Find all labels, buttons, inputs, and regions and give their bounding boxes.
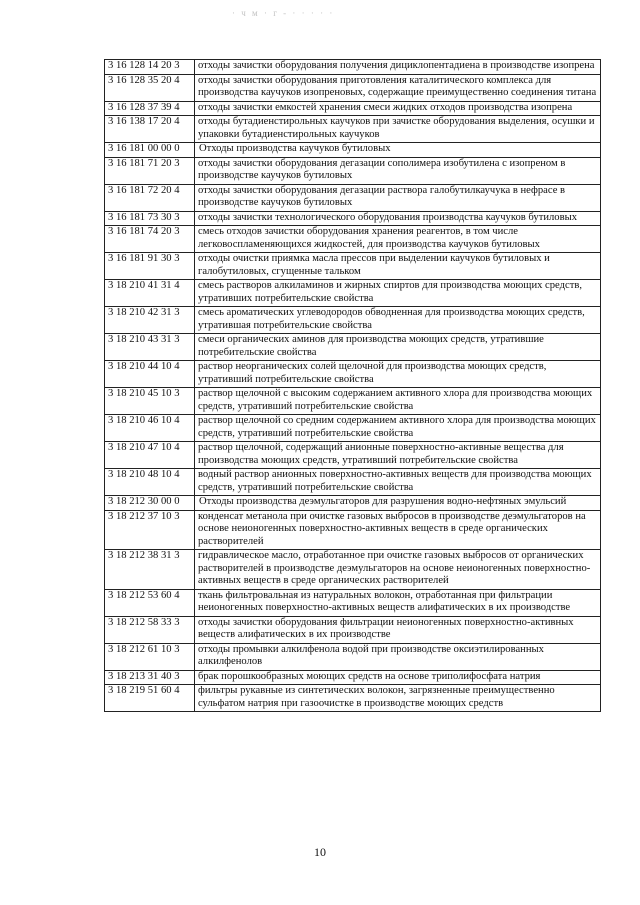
waste-code-cell: 3 18 210 47 10 4 [105,442,195,469]
waste-code-cell: 3 18 212 58 33 3 [105,616,195,643]
waste-description-cell: гидравлическое масло, отработанное при очистке газовых выбросов от органических растворителей в производстве деэмульгаторов на основе неионогенных поверхностно-активных веществ в среде органических растворителей [195,550,601,590]
table-row [105,643,601,670]
waste-description-cell: отходы зачистки емкостей хранения смеси жидких отходов производства изопрена [195,101,601,116]
waste-code-cell: 3 18 210 48 10 4 [105,469,195,496]
waste-code-cell: 3 18 212 61 10 3 [105,643,195,670]
table-row [105,616,601,643]
waste-code-cell: 3 16 181 73 30 3 [105,211,195,226]
waste-code-cell: 3 18 210 43 31 3 [105,334,195,361]
table-row [105,670,601,685]
table-row [105,589,601,616]
waste-code-cell: 3 18 212 53 60 4 [105,589,195,616]
table-row [105,550,601,590]
waste-description-cell: отходы бутадиенстирольных каучуков при зачистке оборудования выделения, осушки и упаковки бутадиенстирольных каучуков [195,116,601,143]
waste-code-cell: 3 18 212 30 00 0 [105,496,195,511]
waste-code-cell: 3 16 181 00 00 0 [105,143,195,158]
waste-description-cell: отходы зачистки технологического оборудования производства каучуков бутиловых [195,211,601,226]
page-number: 10 [314,845,326,859]
waste-description-cell: фильтры рукавные из синтетических волокон, загрязненные преимущественно сульфатом натрия при газоочистке в производстве моющих средств [195,685,601,712]
waste-description-cell: конденсат метанола при очистке газовых выбросов в производстве деэмульгаторов на основе неионогенных поверхностно-активных веществ в среде органических растворителей [195,510,601,550]
table-group-row [105,143,601,158]
waste-code-cell: 3 18 210 42 31 3 [105,307,195,334]
waste-description-cell: отходы очистки приямка масла прессов при выделении каучуков бутиловых и галобутиловых, сгущенные тальком [195,253,601,280]
table-row [105,510,601,550]
waste-code-cell: 3 18 210 45 10 3 [105,388,195,415]
table-row [105,280,601,307]
waste-code-cell: 3 16 181 91 30 3 [105,253,195,280]
table-row [105,334,601,361]
scan-header-mark: · ч м · г - · · · · · [232,8,335,18]
table-row [105,253,601,280]
table-row [105,226,601,253]
table-row [105,469,601,496]
waste-code-cell: 3 18 212 38 31 3 [105,550,195,590]
waste-description-cell: смесь ароматических углеводородов обводненная для производства моющих средств, утратившая потребительские свойства [195,307,601,334]
waste-description-cell: раствор щелочной со средним содержанием активного хлора для производства моющих средств, утративший потребительские свойства [195,415,601,442]
waste-code-cell: 3 16 128 37 39 4 [105,101,195,116]
waste-description-cell: смесь растворов алкиламинов и жирных спиртов для производства моющих средств, утративших потребительские свойства [195,280,601,307]
waste-description-cell: раствор щелочной с высоким содержанием активного хлора для производства моющих средств, утративший потребительские свойства [195,388,601,415]
table-row [105,307,601,334]
waste-description-cell: смесь отходов зачистки оборудования хранения реагентов, в том числе легковоспламеняющихся жидкостей, для производства каучуков бутиловых [195,226,601,253]
waste-description-cell: раствор щелочной, содержащий анионные поверхностно-активные вещества для производства моющих средств, утративший потребительские свойства [195,442,601,469]
waste-description-cell: отходы зачистки оборудования получения дициклопентадиена в производстве изопрена [195,60,601,75]
table-row [105,157,601,184]
waste-code-cell: 3 16 128 14 20 3 [105,60,195,75]
table-row [105,101,601,116]
waste-code-cell: 3 18 213 31 40 3 [105,670,195,685]
waste-code-cell: 3 16 181 72 20 4 [105,184,195,211]
waste-code-cell: 3 18 210 46 10 4 [105,415,195,442]
table-row [105,442,601,469]
group-title-cell: Отходы производства каучуков бутиловых [195,143,601,158]
table-row [105,211,601,226]
table-row [105,361,601,388]
table-row [105,116,601,143]
waste-code-cell: 3 16 181 71 20 3 [105,157,195,184]
waste-description-cell: смеси органических аминов для производства моющих средств, утратившие потребительские свойства [195,334,601,361]
table-body [105,60,601,712]
waste-description-cell: отходы промывки алкилфенола водой при производстве оксиэтилированных алкилфенолов [195,643,601,670]
waste-description-cell: ткань фильтровальная из натуральных волокон, отработанная при фильтрации неионогенных поверхностно-активных веществ алифатических в их производстве [195,589,601,616]
waste-description-cell: раствор неорганических солей щелочной для производства моющих средств, утративший потребительские свойства [195,361,601,388]
waste-description-cell: отходы зачистки оборудования приготовления каталитического комплекса для производства каучуков изопреновых, содержащие преимущественно соединения титана [195,74,601,101]
table-row [105,74,601,101]
waste-description-cell: брак порошкообразных моющих средств на основе триполифосфата натрия [195,670,601,685]
waste-description-cell: водный раствор анионных поверхностно-активных веществ для производства моющих средств, утративший потребительские свойства [195,469,601,496]
waste-description-cell: отходы зачистки оборудования фильтрации неионогенных поверхностно-активных веществ алифатических в их производстве [195,616,601,643]
table-row [105,685,601,712]
waste-code-cell: 3 18 212 37 10 3 [105,510,195,550]
waste-code-cell: 3 18 219 51 60 4 [105,685,195,712]
table-row [105,60,601,75]
waste-description-cell: отходы зачистки оборудования дегазации сополимера изобутилена с изопреном в производстве каучуков бутиловых [195,157,601,184]
waste-code-cell: 3 16 181 74 20 3 [105,226,195,253]
waste-code-cell: 3 18 210 41 31 4 [105,280,195,307]
table-row [105,184,601,211]
waste-code-cell: 3 16 128 35 20 4 [105,74,195,101]
table-row [105,388,601,415]
waste-code-cell: 3 18 210 44 10 4 [105,361,195,388]
waste-code-cell: 3 16 138 17 20 4 [105,116,195,143]
waste-codes-table [104,59,601,712]
group-title-cell: Отходы производства деэмульгаторов для разрушения водно-нефтяных эмульсий [195,496,601,511]
waste-description-cell: отходы зачистки оборудования дегазации раствора галобутилкаучука в нефрасе в производстве каучуков бутиловых [195,184,601,211]
table-group-row [105,496,601,511]
table-row [105,415,601,442]
